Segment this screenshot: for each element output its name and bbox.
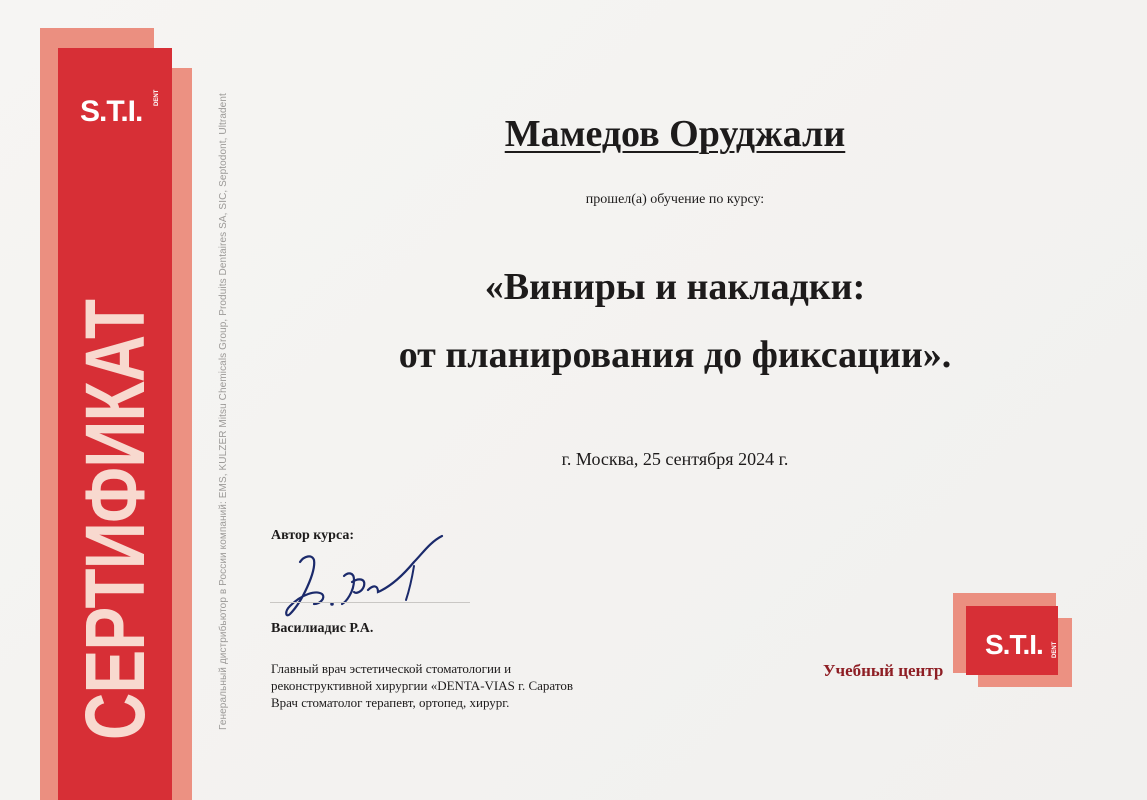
sti-logo-sub: DENT (154, 89, 160, 106)
author-name: Василиадис Р.А. (271, 621, 374, 636)
author-description (271, 660, 573, 711)
place-and-date: г. Москва, 25 сентября 2024 г. (561, 449, 789, 469)
left-band-shadow (172, 68, 192, 800)
author-signature (282, 532, 452, 622)
author-description-line: Главный врач эстетической стоматологии и (271, 661, 512, 676)
passed-course-text: прошел(а) обучение по курсу: (585, 192, 765, 207)
course-title-line-1: «Виниры и накладки: (484, 266, 866, 308)
author-label: Автор курса: (271, 528, 355, 543)
training-center-caption: Учебный центр (823, 661, 944, 680)
distributor-note: Генеральный дистрибьютор в России компаний: EMS, KULZER Mitsu Chemicals Group, Produits Dentaires SA, SIC, Septodont, Ultradent (218, 93, 229, 730)
signature-line (270, 602, 470, 603)
sti-logo: S.T.I. (80, 95, 143, 128)
footer-logo-shadow-bottom (978, 675, 1072, 687)
author-description-line: Врач стоматолог терапевт, ортопед, хирург. (271, 695, 510, 710)
recipient-name: Мамедов Оруджали (504, 113, 846, 155)
author-description-line: реконструктивной хирургии «DENTA-VIAS г. Саратов (271, 678, 573, 693)
course-title-line-2: от планирования до фиксации». (398, 334, 952, 376)
footer-sti-logo-sub: DENT (1052, 641, 1058, 658)
certificate-title-text: СЕРТИФИКАТ (68, 299, 162, 740)
footer-sti-logo: S.T.I. (985, 629, 1043, 660)
